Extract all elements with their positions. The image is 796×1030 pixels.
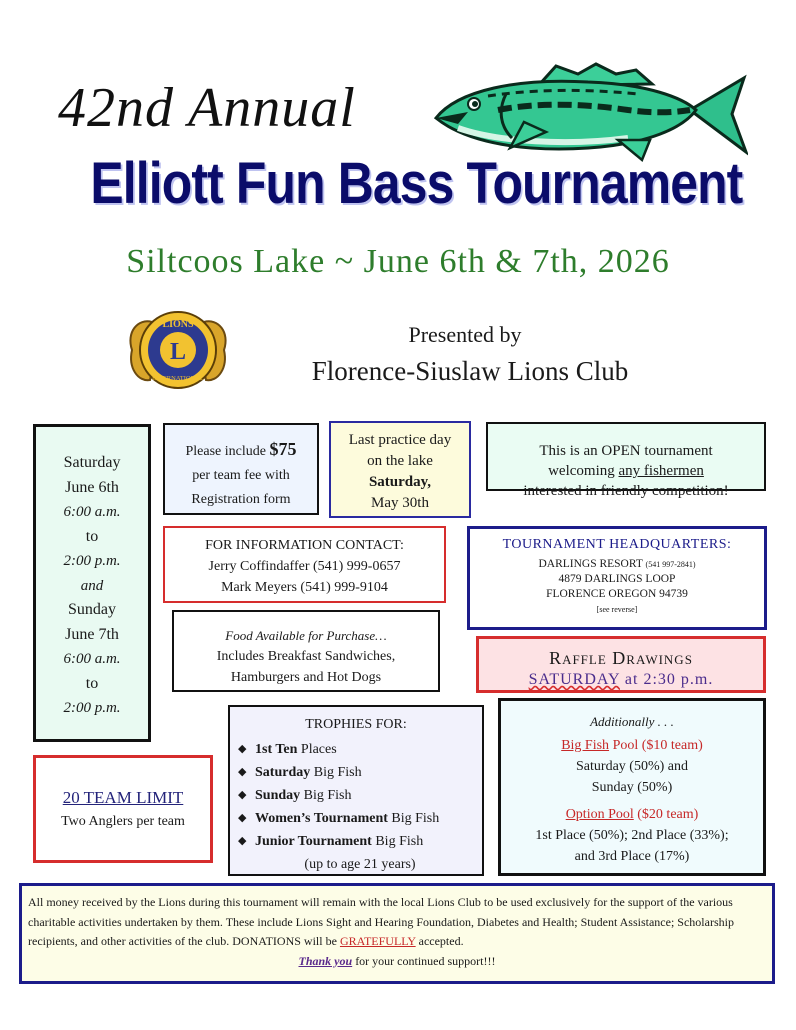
bigfish-fee: ($10 team) [638, 738, 703, 753]
open-line2-underlined: any fishermen [618, 463, 704, 479]
option-title: Option Pool [565, 807, 634, 822]
fee-line2: per team fee with [192, 468, 290, 483]
open-line3: interested in friendly competition! [523, 483, 729, 499]
club-name: Florence-Siuslaw Lions Club [311, 356, 629, 386]
raffle-box [476, 636, 766, 693]
hq-phone: (541 997-2841) [645, 560, 696, 569]
additional-heading: Additionally . . . [590, 714, 674, 729]
schedule-box [33, 424, 151, 742]
trophies-box [228, 705, 484, 876]
donation-text: All money received by the Lions during this tournament will remain with the local Lions Club to be used exclusively for the support of the various charitable activities undertaken by them. These include Lions Sight and Hearing Foundation, Diabetes and Health; Student Assistance; Scholarship recipients, and other activities of the club. DONATIONS will be [28, 895, 734, 948]
svg-text:INTERNATIONAL: INTERNATIONAL [152, 375, 204, 382]
practice-line1: Last practice day [348, 432, 452, 448]
team-limit-box [33, 755, 213, 863]
trophy-item: ◆ Saturday Big Fish [238, 765, 362, 780]
schedule-day1: Saturday [63, 454, 121, 471]
raffle-title: Raffle Drawings [549, 648, 693, 668]
food-line1: Food Available for Purchase… [225, 628, 387, 643]
donation-grateful: GRATEFULLY [339, 934, 416, 948]
headquarters-box [467, 526, 767, 630]
hq-title: TOURNAMENT HEADQUARTERS: [502, 537, 732, 552]
option-line2: 1st Place (50%); 2nd Place (33%); [535, 828, 729, 843]
schedule-end1: 2:00 p.m. [63, 553, 121, 569]
donation-thanks-rest: for your continued support!!! [352, 953, 496, 968]
fee-box [163, 423, 319, 515]
lions-international-logo [122, 302, 234, 398]
annual-heading: 42nd Annual [58, 77, 356, 139]
info-contact-box [163, 526, 446, 603]
option-line3: and 3rd Place (17%) [574, 849, 690, 864]
hq-note: [see reverse] [596, 605, 638, 614]
practice-day: Saturday, [368, 474, 432, 490]
team-limit-sub: Two Anglers per team [61, 814, 185, 829]
tournament-title: Elliott Fun Bass Tournament [90, 151, 743, 216]
info-contact2: Mark Meyers (541) 999-9104 [221, 580, 388, 595]
raffle-time: at 2:30 p.m. [619, 671, 714, 688]
donation-thanks: Thank you [298, 953, 353, 968]
schedule-day2: Sunday [68, 601, 116, 618]
practice-line2: on the lake [367, 453, 433, 469]
open-line2-pre: welcoming [548, 463, 615, 479]
food-line2: Includes Breakfast Sandwiches, [216, 649, 396, 664]
schedule-start1: 6:00 a.m. [63, 504, 121, 520]
bigfish-title: Big Fish [561, 738, 610, 753]
schedule-and: and [80, 577, 104, 594]
fee-pre: Please include [185, 444, 266, 459]
schedule-to1: to [85, 527, 99, 545]
svg-text:LIONS: LIONS [162, 319, 194, 330]
schedule-to2: to [85, 674, 99, 692]
fee-line3: Registration form [191, 492, 291, 507]
donation-notice [19, 883, 775, 984]
trophies-title-bold: TROPHIES [305, 717, 373, 732]
fee-amount: $75 [269, 439, 297, 459]
bigfish-line2: Saturday (50%) and [576, 759, 688, 774]
info-title: FOR INFORMATION CONTACT: [205, 538, 404, 553]
team-limit-title: 20 TEAM LIMIT [62, 788, 184, 807]
practice-date: May 30th [371, 495, 429, 511]
trophies-title-rest: FOR: [372, 717, 407, 732]
food-box [172, 610, 440, 692]
presented-by-label: Presented by [408, 322, 522, 347]
hq-name: DARLINGS RESORT [538, 558, 643, 570]
hq-city: FLORENCE OREGON 94739 [546, 588, 688, 600]
schedule-end2: 2:00 p.m. [63, 700, 121, 716]
open-line1: This is an OPEN tournament [539, 443, 713, 459]
schedule-start2: 6:00 a.m. [63, 651, 121, 667]
info-contact1: Jerry Coffindaffer (541) 999-0657 [208, 559, 401, 574]
bigfish-pool: Pool [609, 738, 639, 753]
hq-address: 4879 DARLINGS LOOP [558, 573, 676, 585]
location-date-subtitle: Siltcoos Lake ~ June 6th & 7th, 2026 [126, 243, 670, 280]
trophy-item: ◆ Junior Tournament Big Fish [238, 834, 424, 849]
trophy-item: ◆ 1st Ten Places [238, 742, 337, 757]
option-fee: ($20 team) [633, 807, 699, 822]
trophy-item: ◆ Sunday Big Fish [238, 788, 352, 803]
svg-text:L: L [169, 339, 187, 365]
donation-accepted: accepted. [415, 934, 464, 948]
trophies-age-note: (up to age 21 years) [304, 857, 416, 872]
raffle-day: SATURDAY [528, 671, 620, 688]
additional-pools-box [498, 698, 766, 876]
practice-day-box [329, 421, 471, 518]
open-tournament-box [486, 422, 766, 499]
bigfish-line3: Sunday (50%) [591, 780, 673, 795]
schedule-date2: June 7th [65, 625, 119, 643]
schedule-date1: June 6th [65, 478, 119, 496]
trophy-item: ◆ Women’s Tournament Big Fish [238, 811, 440, 826]
food-line3: Hamburgers and Hot Dogs [230, 670, 382, 685]
